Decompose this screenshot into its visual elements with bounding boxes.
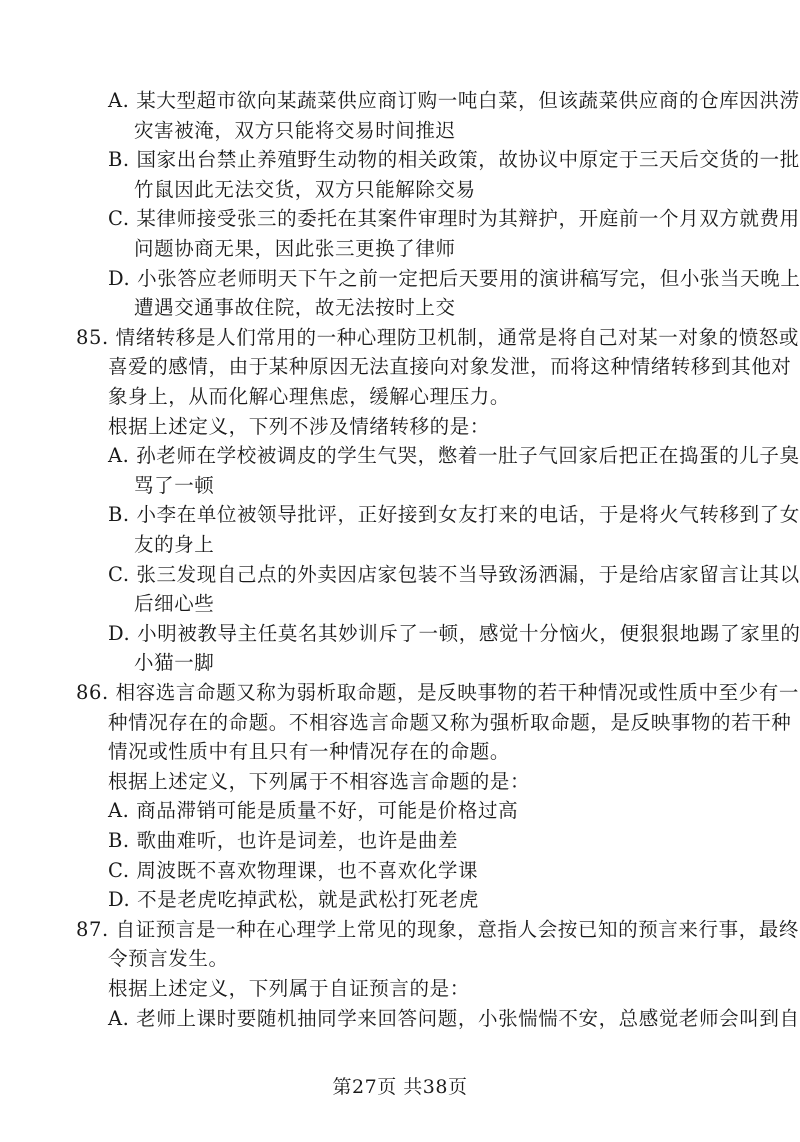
question-85-prompt: 根据上述定义，下列不涉及情绪转移的是：: [108, 415, 490, 438]
question-85-stem: 喜爱的感情，由于某种原因无法直接向对象发泄，而将这种情绪转移到其他对: [108, 355, 792, 378]
option-line: 问题协商无果，因此张三更换了律师: [134, 237, 456, 260]
option-line: 友的身上: [134, 533, 215, 556]
option-line: C. 某律师接受张三的委托在其案件审理时为其辩护，开庭前一个月双方就费用: [108, 207, 800, 230]
option-line: C. 周波既不喜欢物理课，也不喜欢化学课: [108, 859, 479, 882]
option-line: A. 孙老师在学校被调皮的学生气哭，憋着一肚子气回家后把正在捣蛋的儿子臭: [108, 444, 800, 467]
option-line: 遭遇交通事故住院，故无法按时上交: [134, 296, 456, 319]
option-line: 竹鼠因此无法交货，双方只能解除交易: [134, 178, 476, 201]
page-number: 第27页 共38页: [332, 1076, 468, 1098]
question-85-stem: 85. 情绪转移是人们常用的一种心理防卫机制，通常是将自己对某一对象的愤怒或: [76, 326, 800, 349]
option-line: 灾害被淹，双方只能将交易时间推迟: [134, 119, 456, 142]
option-line: B. 小李在单位被领导批评，正好接到女友打来的电话，于是将火气转移到了女: [108, 503, 800, 526]
option-line: D. 小张答应老师明天下午之前一定把后天要用的演讲稿写完，但小张当天晚上: [108, 267, 800, 290]
option-line: C. 张三发现自己点的外卖因店家包装不当导致汤洒漏，于是给店家留言让其以: [108, 563, 800, 586]
option-line: 后细心些: [134, 592, 215, 615]
option-line: 骂了一顿: [134, 474, 215, 497]
option-line: A. 老师上课时要随机抽同学来回答问题，小张惴惴不安，总感觉老师会叫到自: [108, 1007, 800, 1030]
option-line: 小猫一脚: [134, 651, 215, 674]
question-87-stem: 87. 自证预言是一种在心理学上常见的现象，意指人会按已知的预言来行事，最终: [76, 918, 800, 941]
question-86-stem: 86. 相容选言命题又称为弱析取命题，是反映事物的若干种情况或性质中至少有一: [76, 681, 800, 704]
question-86-prompt: 根据上述定义，下列属于不相容选言命题的是：: [108, 770, 531, 793]
question-87-prompt: 根据上述定义，下列属于自证预言的是：: [108, 977, 470, 1000]
option-line: D. 不是老虎吃掉武松，就是武松打死老虎: [108, 888, 479, 911]
question-87-stem: 令预言发生。: [108, 947, 229, 970]
option-line: D. 小明被教导主任莫名其妙训斥了一顿，感觉十分恼火，便狠狠地踢了家里的: [108, 622, 800, 645]
question-85-stem: 象身上，从而化解心理焦虑，缓解心理压力。: [108, 385, 511, 408]
option-line: B. 国家出台禁止养殖野生动物的相关政策，故协议中原定于三天后交货的一批: [108, 148, 800, 171]
option-line: A. 商品滞销可能是质量不好，可能是价格过高: [108, 799, 519, 822]
question-86-stem: 种情况存在的命题。不相容选言命题又称为强析取命题，是反映事物的若干种: [108, 711, 792, 734]
option-line: B. 歌曲难听，也许是词差，也许是曲差: [108, 829, 459, 852]
option-line: A. 某大型超市欲向某蔬菜供应商订购一吨白菜，但该蔬菜供应商的仓库因洪涝: [108, 89, 800, 112]
question-86-stem: 情况或性质中有且只有一种情况存在的命题。: [108, 740, 511, 763]
